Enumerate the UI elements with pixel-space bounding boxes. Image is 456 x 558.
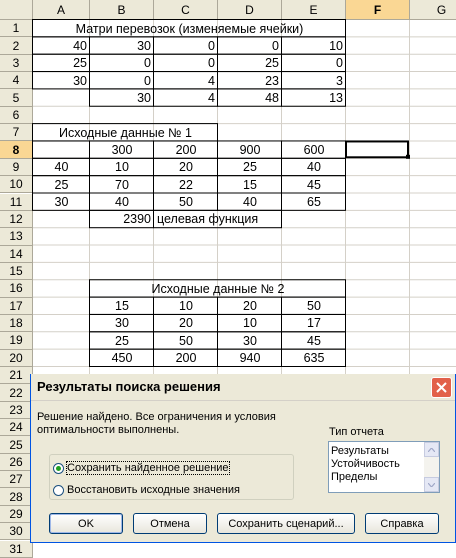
column-header-c[interactable]: C: [154, 0, 218, 20]
cell[interactable]: 30: [54, 195, 69, 209]
cell[interactable]: 30: [243, 333, 257, 348]
cell[interactable]: 0: [144, 73, 151, 88]
cell[interactable]: 40: [307, 160, 321, 175]
cell[interactable]: 17: [307, 316, 321, 331]
solver-results-dialog: [30, 374, 456, 543]
row-header-18[interactable]: 18: [0, 315, 33, 332]
cell[interactable]: 15: [115, 299, 129, 314]
cell[interactable]: 45: [307, 333, 321, 348]
cell[interactable]: 25: [73, 56, 87, 71]
report-item[interactable]: Результаты: [331, 445, 389, 457]
column-header-b[interactable]: B: [90, 0, 154, 20]
row-header-9[interactable]: 9: [0, 159, 33, 176]
save-scenario-button[interactable]: Сохранить сценарий...: [217, 513, 355, 534]
close-icon: [436, 382, 447, 393]
cell[interactable]: 200: [175, 142, 197, 157]
cell[interactable]: 10: [115, 160, 129, 175]
cell[interactable]: 45: [307, 177, 321, 192]
keep-solution-label: Сохранить найденное решение: [67, 462, 229, 474]
select-all-corner[interactable]: [0, 0, 33, 20]
cell[interactable]: 10: [243, 316, 257, 331]
cell[interactable]: 30: [73, 73, 87, 88]
cell[interactable]: 0: [272, 38, 279, 53]
row-header-3[interactable]: 3: [0, 55, 33, 72]
cell[interactable]: 20: [179, 316, 193, 331]
column-header-e[interactable]: E: [282, 0, 346, 20]
cell[interactable]: 65: [307, 195, 321, 209]
restore-values-label: Восстановить исходные значения: [67, 484, 240, 496]
cell[interactable]: 25: [265, 56, 279, 71]
cell[interactable]: 30: [137, 90, 151, 105]
keep-solution-radio[interactable]: [53, 463, 64, 474]
cell[interactable]: 50: [179, 195, 193, 209]
cell[interactable]: 30: [115, 316, 129, 331]
report-list-scrollbar[interactable]: [424, 442, 439, 492]
report-type-label: Тип отчета: [329, 426, 384, 438]
scroll-down-button[interactable]: [424, 477, 439, 492]
cell[interactable]: 40: [243, 195, 257, 209]
active-cell-f8[interactable]: [346, 141, 408, 157]
close-button[interactable]: [431, 377, 452, 398]
row-header-14[interactable]: 14: [0, 246, 33, 263]
row-header-23[interactable]: 23: [0, 402, 33, 419]
cell[interactable]: Исходные данные № 1: [59, 125, 192, 140]
row-header-13[interactable]: 13: [0, 228, 33, 245]
cell[interactable]: 40: [73, 38, 87, 53]
cell[interactable]: 20: [179, 160, 193, 175]
cell[interactable]: 2390: [123, 212, 151, 227]
cell[interactable]: 30: [137, 38, 151, 53]
cell[interactable]: 40: [115, 195, 129, 209]
keep-solution-option[interactable]: [53, 462, 229, 474]
row-header-4[interactable]: 4: [0, 72, 33, 89]
result-message: Решение найдено. Все ограничения и условия оптимальности выполнены.: [37, 411, 276, 436]
cell[interactable]: 25: [243, 160, 257, 175]
cell[interactable]: 10: [329, 38, 343, 53]
report-item[interactable]: Пределы: [331, 471, 378, 483]
cell[interactable]: 940: [239, 351, 261, 366]
cell[interactable]: 10: [179, 299, 193, 314]
row-header-31[interactable]: 31: [0, 541, 33, 558]
row-header-12[interactable]: 12: [0, 211, 33, 228]
row-header-11[interactable]: 11: [0, 194, 33, 211]
dialog-title-bar[interactable]: [31, 374, 455, 401]
cell[interactable]: Исходные данные № 2: [151, 281, 285, 296]
chevron-up-icon: [428, 448, 435, 452]
cell[interactable]: 40: [54, 160, 69, 175]
cell[interactable]: 13: [329, 90, 343, 105]
scroll-up-button[interactable]: [424, 442, 439, 457]
row-header-29[interactable]: 29: [0, 506, 33, 523]
row-header-20[interactable]: 20: [0, 350, 33, 367]
row-header-22[interactable]: 22: [0, 384, 33, 401]
cell[interactable]: целевая функция: [157, 212, 259, 227]
cell[interactable]: 200: [175, 351, 197, 366]
row-header-15[interactable]: 15: [0, 263, 33, 280]
report-item[interactable]: Устойчивость: [331, 458, 400, 470]
cell[interactable]: 25: [115, 333, 129, 348]
report-type-list[interactable]: [328, 441, 440, 493]
row-header-30[interactable]: 30: [0, 523, 33, 540]
cell[interactable]: 4: [208, 73, 215, 88]
row-header-26[interactable]: 26: [0, 454, 33, 471]
row-header-6[interactable]: 6: [0, 107, 33, 124]
column-header-g[interactable]: G: [410, 0, 456, 20]
table-border: [33, 141, 90, 158]
cell[interactable]: 15: [243, 177, 257, 192]
cell[interactable]: 48: [265, 90, 279, 105]
help-button[interactable]: Справка: [365, 513, 439, 534]
cell[interactable]: Матри перевозок (изменяемые ячейки): [75, 21, 304, 36]
cell[interactable]: 900: [239, 142, 261, 157]
ok-button[interactable]: OK: [49, 513, 123, 534]
row-header-17[interactable]: 17: [0, 298, 33, 315]
row-header-21[interactable]: 21: [0, 367, 33, 384]
row-header-5[interactable]: 5: [0, 89, 33, 106]
cell[interactable]: 22: [179, 177, 193, 192]
row-header-28[interactable]: 28: [0, 488, 33, 505]
row-header-16[interactable]: 16: [0, 280, 33, 297]
column-header-f[interactable]: F: [346, 0, 410, 20]
cell[interactable]: 635: [303, 351, 325, 366]
column-header-a[interactable]: A: [33, 0, 90, 20]
cell[interactable]: 0: [208, 38, 215, 53]
row-header-10[interactable]: 10: [0, 176, 33, 193]
fill-handle[interactable]: [406, 155, 410, 159]
cell[interactable]: 4: [208, 90, 215, 105]
row-header-8[interactable]: 8: [0, 141, 33, 158]
cell[interactable]: 600: [303, 142, 325, 157]
cell[interactable]: 450: [111, 351, 133, 366]
cell[interactable]: 0: [336, 56, 343, 71]
cell[interactable]: 70: [115, 177, 129, 192]
cell[interactable]: 23: [265, 73, 279, 88]
column-header-d[interactable]: D: [218, 0, 282, 20]
chevron-down-icon: [428, 483, 435, 487]
cell[interactable]: 3: [336, 73, 343, 88]
cancel-button[interactable]: Отмена: [133, 513, 207, 534]
row-header-7[interactable]: 7: [0, 124, 33, 141]
row-header-1[interactable]: 1: [0, 20, 33, 37]
row-header-19[interactable]: 19: [0, 332, 33, 349]
row-header-2[interactable]: 2: [0, 37, 33, 54]
cell[interactable]: 0: [144, 56, 151, 71]
cell[interactable]: 0: [208, 56, 215, 71]
cell[interactable]: 20: [243, 299, 257, 314]
restore-values-radio[interactable]: [53, 485, 64, 496]
dialog-title: Результаты поиска решения: [37, 379, 221, 394]
cell[interactable]: 300: [111, 142, 133, 157]
cell[interactable]: 25: [54, 177, 69, 192]
row-header-24[interactable]: 24: [0, 419, 33, 436]
row-header-25[interactable]: 25: [0, 436, 33, 453]
restore-values-option[interactable]: [53, 484, 240, 496]
cell[interactable]: 50: [307, 299, 321, 314]
cell[interactable]: 50: [179, 333, 193, 348]
row-header-27[interactable]: 27: [0, 471, 33, 488]
